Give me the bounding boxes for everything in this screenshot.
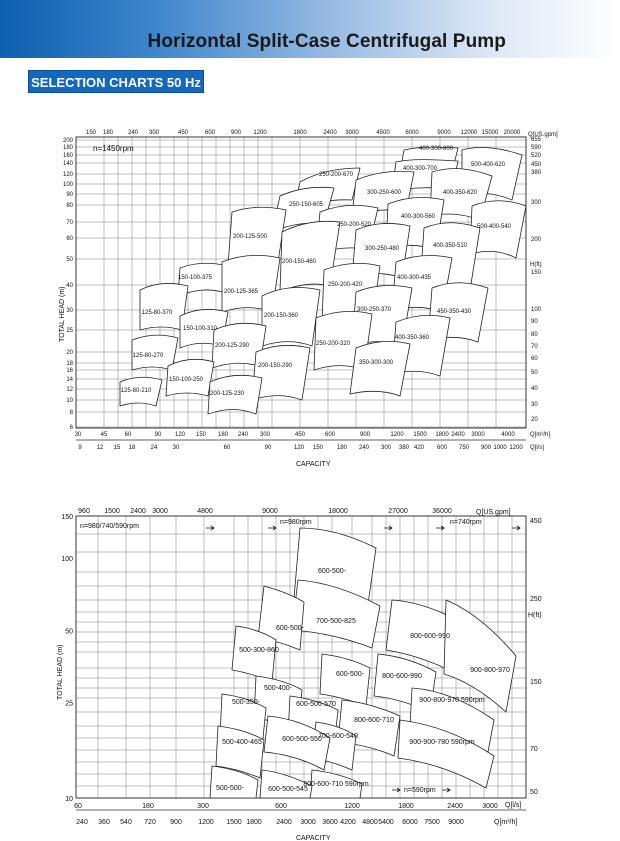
chart1-bottom1-unit: Q[m³/h] xyxy=(530,432,551,438)
x-top-tick-label: 3000 xyxy=(345,130,359,136)
x-tick-label: 380 xyxy=(398,445,410,451)
model-label: 500-400-540 xyxy=(476,224,512,230)
x-tick-label: 24 xyxy=(150,445,158,451)
x-tick-label: 450 xyxy=(294,432,306,438)
x-tick-label: 150 xyxy=(195,432,207,438)
model-label: 800-600-710 xyxy=(354,717,394,724)
x-top-tick-label: 9000 xyxy=(437,130,451,136)
x-tick-label: 7500 xyxy=(424,819,440,826)
y-tick-label: 25 xyxy=(65,700,73,708)
x-tick-label: 360 xyxy=(98,819,110,826)
chart1-xlabel: CAPACITY xyxy=(296,461,331,468)
region xyxy=(350,341,410,396)
model-label: 600-500- xyxy=(275,625,305,632)
x-tick-label: 1200 xyxy=(344,803,360,810)
y-tick-label: 8 xyxy=(69,410,73,416)
x-tick-label: 6000 xyxy=(402,819,418,826)
y-tick-label: 120 xyxy=(62,172,73,178)
x-tick-label: 240 xyxy=(237,432,249,438)
x-tick-label: 240 xyxy=(76,819,88,826)
model-label: 300-250-480 xyxy=(364,246,400,252)
y-right-tick-label: 80 xyxy=(531,332,538,338)
region xyxy=(252,345,310,400)
model-label: 800-600-990 xyxy=(410,633,450,640)
chart2-speed-740: n=740rpm xyxy=(450,519,482,526)
model-label: 400-350-510 xyxy=(432,243,468,249)
y-right-tick-label: 40 xyxy=(531,386,538,392)
model-label: 250-200-420 xyxy=(327,282,363,288)
x-tick-label: 180 xyxy=(217,432,229,438)
x-tick-label: 60 xyxy=(74,803,82,810)
x-top-tick-label: 20000 xyxy=(503,130,521,136)
x-tick-label: 150 xyxy=(312,445,324,451)
x-top-tick-label: 9000 xyxy=(262,508,278,515)
x-tick-label: 1800 xyxy=(398,803,414,810)
model-label: 250-200-520 xyxy=(336,222,372,228)
x-top-tick-label: 12000 xyxy=(460,130,478,136)
model-label: 400-300-435 xyxy=(396,275,432,281)
x-tick-label: 3000 xyxy=(482,803,498,810)
chart2-right-unit: H(ft) xyxy=(528,612,542,619)
model-label: 600-500- xyxy=(317,568,347,575)
y-tick-label: 70 xyxy=(66,220,73,226)
x-tick-label: 1000 xyxy=(493,445,507,451)
model-label: 400-350-360 xyxy=(394,335,430,341)
y-right-tick-label: 200 xyxy=(531,237,542,243)
y-right-tick-label: 450 xyxy=(531,162,542,168)
x-tick-label: 60 xyxy=(124,432,132,438)
x-tick-label: 300 xyxy=(197,803,209,810)
x-tick-label: 900 xyxy=(170,819,182,826)
y-tick-label: 80 xyxy=(66,203,73,209)
x-tick-label: 15 xyxy=(113,445,121,451)
x-top-tick-label: 450 xyxy=(177,130,189,136)
y-tick-label: 6 xyxy=(69,425,73,431)
model-label: 700-500-825 xyxy=(316,618,356,625)
y-right-tick-label: 100 xyxy=(531,307,542,313)
y-right-tick-label: 520 xyxy=(531,153,542,159)
x-top-tick-label: 240 xyxy=(127,130,139,136)
y-tick-label: 40 xyxy=(66,283,73,289)
x-top-tick-label: 3000 xyxy=(152,508,168,515)
x-tick-label: 1500 xyxy=(226,819,242,826)
x-tick-label: 4000 xyxy=(501,432,515,438)
y-tick-label: 12 xyxy=(66,387,73,393)
arrow-icon xyxy=(436,526,444,530)
y-tick-label: 200 xyxy=(62,138,73,144)
chart2-bottom1-unit: Q[l/s] xyxy=(505,802,522,809)
y-tick-label: 18 xyxy=(66,361,73,367)
x-tick-label: 900 xyxy=(480,445,492,451)
y-tick-label: 10 xyxy=(66,398,73,404)
x-top-tick-label: 2400 xyxy=(130,508,146,515)
y-right-tick-label: 70 xyxy=(530,746,538,753)
x-top-tick-label: 15000 xyxy=(481,130,499,136)
x-tick-label: 30 xyxy=(172,445,180,451)
y-tick-label: 10 xyxy=(65,796,73,803)
y-tick-label: 30 xyxy=(66,308,73,314)
y-tick-label: 50 xyxy=(65,628,73,636)
arrow-icon xyxy=(206,526,214,530)
y-tick-label: 50 xyxy=(66,257,73,263)
model-label: 600-500-570 xyxy=(296,701,336,708)
model-label: 600-500-550 xyxy=(282,736,322,743)
model-label: 250-200-320 xyxy=(315,341,351,347)
x-tick-label: 120 xyxy=(293,445,305,451)
model-label: 200-125-500 xyxy=(232,234,268,240)
x-tick-label: 600 xyxy=(436,445,448,451)
model-label: 150-100-310 xyxy=(182,326,218,332)
y-right-tick-label: 70 xyxy=(531,344,538,350)
model-label: 350-300-300 xyxy=(358,360,394,366)
model-label: 900-800-970 xyxy=(470,667,510,674)
chart2-top-unit: Q[US.gpm] xyxy=(476,509,511,516)
x-tick-label: 240 xyxy=(358,445,370,451)
model-label: 500-300-860 xyxy=(239,647,279,654)
chart2-speed-590: n=590rpm xyxy=(404,787,436,794)
chart2-ylabel: TOTAL HEAD (m) xyxy=(57,644,64,700)
x-tick-label: 180 xyxy=(142,803,154,810)
model-label: 450-350-430 xyxy=(436,309,472,315)
page-title: Horizontal Split-Case Centrifugal Pump xyxy=(147,31,506,52)
model-label: 500-500- xyxy=(215,785,245,792)
x-top-tick-label: 150 xyxy=(85,130,97,136)
chart1-top-unit: Q[US.gpm] xyxy=(528,132,558,138)
x-tick-label: 45 xyxy=(100,432,108,438)
y-right-tick-label: 30 xyxy=(531,402,538,408)
y-right-tick-label: 450 xyxy=(530,518,542,525)
model-label: 500-400-620 xyxy=(470,162,506,168)
y-tick-label: 16 xyxy=(66,368,73,374)
model-label: 200-150-460 xyxy=(281,259,317,265)
model-label: 500-350- xyxy=(231,699,261,706)
x-tick-label: 3000 xyxy=(471,432,485,438)
y-right-tick-label: 60 xyxy=(531,356,538,362)
x-tick-label: 180 xyxy=(336,445,348,451)
arrow-icon xyxy=(512,526,520,530)
y-tick-label: 160 xyxy=(62,153,73,159)
arrow-icon xyxy=(384,526,392,530)
y-right-tick-label: 20 xyxy=(531,417,538,423)
model-label: 500-400-465 xyxy=(222,739,262,746)
y-right-tick-label: 50 xyxy=(530,789,538,796)
x-top-tick-label: 600 xyxy=(204,130,216,136)
x-top-tick-label: 18000 xyxy=(328,508,348,515)
model-label: 800-600-710 590rpm xyxy=(303,781,369,788)
x-tick-label: 18 xyxy=(128,445,136,451)
arrow-icon xyxy=(392,788,400,792)
model-label: 400-300-800 xyxy=(418,146,454,152)
x-tick-label: 600 xyxy=(324,432,336,438)
x-tick-label: 720 xyxy=(144,819,156,826)
chart1-right-unit: H(ft) xyxy=(530,262,542,268)
y-tick-label: 25 xyxy=(66,328,73,334)
model-label: 200-125-230 xyxy=(209,391,245,397)
x-tick-label: 3000 xyxy=(300,819,316,826)
y-tick-label: 90 xyxy=(66,192,73,198)
x-tick-label: 1200 xyxy=(198,819,214,826)
x-tick-label: 300 xyxy=(259,432,271,438)
x-top-tick-label: 4500 xyxy=(376,130,390,136)
chart1-speed: n=1450rpm xyxy=(93,144,134,153)
arrow-icon xyxy=(442,788,450,792)
section-badge: SELECTION CHARTS 50 Hz xyxy=(28,70,204,93)
x-tick-label: 540 xyxy=(120,819,132,826)
y-tick-label: 150 xyxy=(61,514,73,521)
x-tick-label: 2400 xyxy=(451,432,465,438)
x-tick-label: 2400 xyxy=(447,803,463,810)
x-tick-label: 120 xyxy=(174,432,186,438)
x-tick-label: 1800 xyxy=(246,819,262,826)
y-right-tick-label: 250 xyxy=(530,596,542,603)
chart1 xyxy=(59,130,558,468)
model-label: 125-80-270 xyxy=(132,353,164,359)
x-tick-label: 60 xyxy=(223,445,231,451)
arrow-icon xyxy=(268,526,276,530)
x-top-tick-label: 4800 xyxy=(197,508,213,515)
x-tick-label: 1800 xyxy=(435,432,449,438)
x-tick-label: 750 xyxy=(458,445,470,451)
x-top-tick-label: 1200 xyxy=(253,130,267,136)
model-label: 150-100-250 xyxy=(168,377,204,383)
x-tick-label: 9 xyxy=(78,445,82,451)
x-tick-label: 420 xyxy=(413,445,425,451)
chart2-bottom2-unit: Q[m³/h] xyxy=(494,819,518,826)
x-tick-label: 1200 xyxy=(509,445,523,451)
model-label: 200-125-365 xyxy=(223,289,259,295)
model-label: 600-500-545 xyxy=(268,786,308,793)
y-right-tick-label: 300 xyxy=(531,200,542,206)
x-tick-label: 3600 xyxy=(322,819,338,826)
chart2-speed-980: n=980rpm xyxy=(280,519,312,526)
model-label: 250-150-605 xyxy=(288,202,324,208)
chart2-speed-main: n=980/740/590rpm xyxy=(80,523,139,530)
chart1-ylabel: TOTAL HEAD (m) xyxy=(59,286,66,342)
x-tick-label: 90 xyxy=(264,445,272,451)
model-label: 800-600-990 xyxy=(382,673,422,680)
model-label: 600-500- xyxy=(335,671,365,678)
y-right-tick-label: 380 xyxy=(531,170,542,176)
y-tick-label: 20 xyxy=(66,350,73,356)
model-label: 300-250-600 xyxy=(366,190,402,196)
y-tick-label: 14 xyxy=(66,377,73,383)
chart2-xlabel: CAPACITY xyxy=(296,835,331,841)
x-top-tick-label: 1500 xyxy=(104,508,120,515)
model-label: 200-150-290 xyxy=(257,363,293,369)
x-tick-label: 9000 xyxy=(448,819,464,826)
model-label: 150-100-375 xyxy=(177,275,213,281)
x-tick-label: 1200 xyxy=(390,432,404,438)
y-tick-label: 100 xyxy=(62,182,73,188)
model-label: 200-125-290 xyxy=(214,343,250,349)
x-tick-label: 5400 xyxy=(378,819,394,826)
x-tick-label: 600 xyxy=(275,803,287,810)
x-tick-label: 300 xyxy=(380,445,392,451)
model-label: 700-600-540 xyxy=(318,733,358,740)
y-right-tick-label: 150 xyxy=(531,270,542,276)
model-label: 500-400- xyxy=(263,685,293,692)
model-label: 900-900-780 590rpm xyxy=(409,739,475,746)
x-tick-label: 30 xyxy=(74,432,82,438)
x-top-tick-label: 36000 xyxy=(432,508,452,515)
x-top-tick-label: 180 xyxy=(102,130,114,136)
x-tick-label: 4800 xyxy=(362,819,378,826)
model-label: 125-80-370 xyxy=(141,310,173,316)
y-right-tick-label: 590 xyxy=(531,145,542,151)
y-right-tick-label: 50 xyxy=(531,370,538,376)
y-right-tick-label: 90 xyxy=(531,319,538,325)
x-top-tick-label: 2400 xyxy=(323,130,337,136)
model-label: 900-800-970 590rpm xyxy=(419,697,485,704)
x-top-tick-label: 960 xyxy=(78,508,90,515)
x-tick-label: 90 xyxy=(154,432,162,438)
y-tick-label: 180 xyxy=(62,145,73,151)
model-label: 400-300-560 xyxy=(400,214,436,220)
model-label: 400-300-700 xyxy=(402,166,438,172)
x-tick-label: 900 xyxy=(359,432,371,438)
x-top-tick-label: 6000 xyxy=(405,130,419,136)
y-right-tick-label: 150 xyxy=(530,679,542,686)
model-label: 400-350-620 xyxy=(442,190,478,196)
x-top-tick-label: 900 xyxy=(230,130,242,136)
x-tick-label: 12 xyxy=(96,445,104,451)
model-label: 250-200-670 xyxy=(318,172,354,178)
chart1-bottom2-unit: Q[l/s] xyxy=(530,445,545,451)
x-tick-label: 4200 xyxy=(340,819,356,826)
model-label: 200-150-360 xyxy=(263,313,299,319)
model-label: 300-250-370 xyxy=(356,307,392,313)
x-top-tick-label: 300 xyxy=(148,130,160,136)
y-tick-label: 100 xyxy=(61,556,73,564)
chart2 xyxy=(57,508,542,841)
y-tick-label: 140 xyxy=(62,161,73,167)
x-top-tick-label: 27000 xyxy=(388,508,408,515)
model-label: 125-80-210 xyxy=(120,388,152,394)
x-top-tick-label: 1800 xyxy=(293,130,307,136)
y-right-tick-label: 655 xyxy=(531,137,542,143)
x-tick-label: 1500 xyxy=(413,432,427,438)
region xyxy=(444,600,516,712)
x-tick-label: 2400 xyxy=(276,819,292,826)
y-tick-label: 60 xyxy=(66,236,73,242)
